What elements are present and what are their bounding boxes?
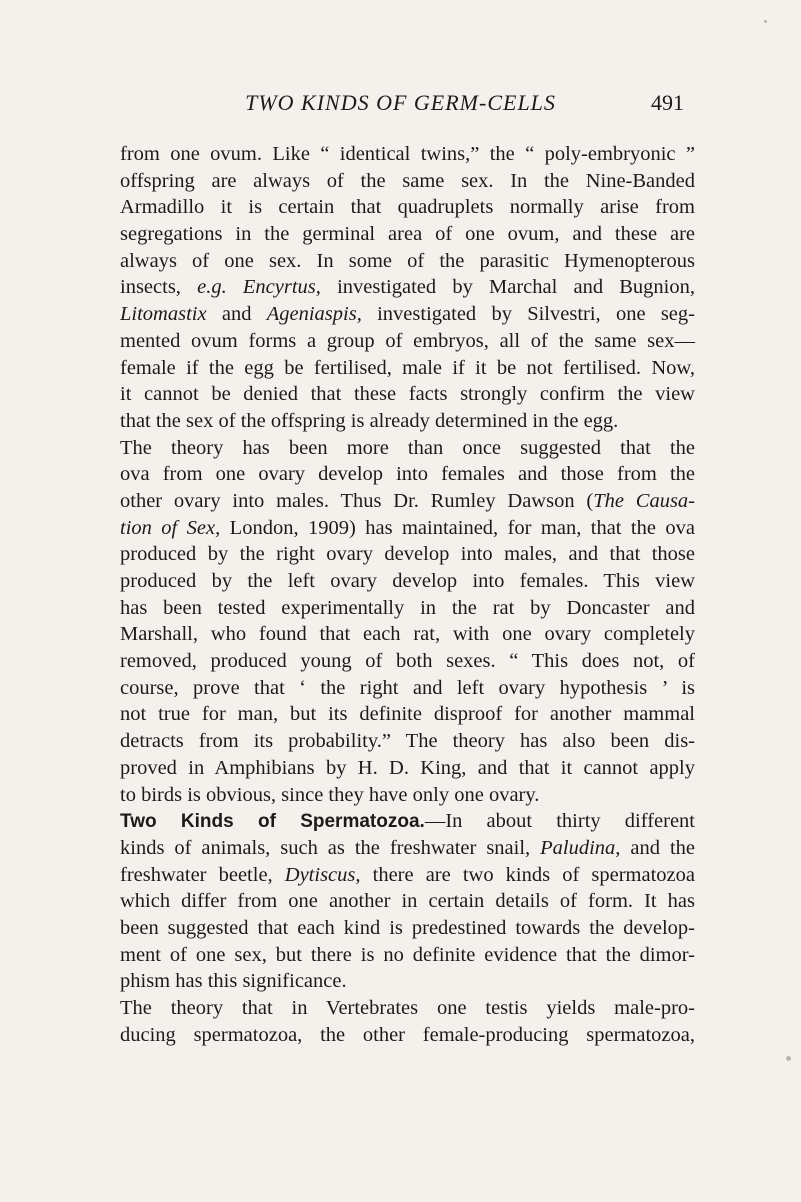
body-text: [120, 141, 695, 1048]
line-text: which differ from one another in certain details of form. It has: [120, 890, 695, 913]
section-heading-line: [120, 808, 695, 835]
text-line: [120, 381, 695, 408]
line-text: and the: [620, 836, 695, 859]
italic-genus: Ageniaspis,: [266, 303, 362, 326]
line-text: mented ovum forms a group of embryos, all of the same sex—: [120, 329, 695, 352]
line-text: from one ovum. Like “ identical twins,” the “ poly-embryonic ”: [120, 143, 695, 165]
line-text: phism has this significance.: [120, 970, 347, 993]
italic-genus: Litomastix: [120, 303, 207, 326]
line-text: offspring are always of the same sex. In the Nine-Banded: [120, 169, 695, 192]
page-number: 491: [651, 90, 684, 115]
text-line: [120, 995, 695, 1022]
text-line: [120, 915, 695, 942]
text-line: [120, 862, 695, 889]
running-head: [0, 86, 801, 120]
line-text: investigated by Marchal and Bugnion,: [320, 276, 696, 299]
line-text: and: [206, 303, 267, 326]
text-line: [120, 701, 695, 728]
paper-speck: [786, 1056, 791, 1061]
line-text: London, 1909) has maintained, for man, that the ova: [220, 516, 695, 539]
line-text: freshwater beetle,: [120, 863, 285, 886]
line-text: not true for man, but its definite disproof for another mammal: [120, 703, 695, 726]
line-text: been suggested that each kind is predestined towards the develop-: [120, 916, 695, 939]
text-line: [120, 675, 695, 702]
running-title: TWO KINDS OF GERM-CELLS: [245, 90, 556, 115]
text-line: [120, 888, 695, 915]
text-line: [120, 355, 695, 382]
text-line: [120, 541, 695, 568]
line-text: Armadillo it is certain that quadruplets normally arise from: [120, 196, 695, 219]
line-text: The theory has been more than once suggested that the: [120, 436, 695, 459]
text-line: [120, 408, 695, 435]
line-text: segregations in the germinal area of one ovum, and these are: [120, 223, 695, 246]
line-text: it cannot be denied that these facts strongly confirm the view: [120, 383, 695, 406]
line-text: [227, 276, 243, 298]
italic-book-title: The Causa-: [593, 489, 695, 512]
italic-abbreviation: e.g.: [197, 276, 227, 299]
line-text: detracts from its probability.” The theory has also been dis-: [120, 730, 695, 753]
line-text: to birds is obvious, since they have only one ovary.: [120, 783, 540, 806]
italic-genus: Encyrtus,: [242, 276, 321, 299]
line-text: ova from one ovary develop into females and those from the: [120, 463, 695, 486]
text-line: [120, 515, 695, 542]
text-line: [120, 488, 695, 515]
line-text: female if the egg be fertilised, male if it be not fertilised. Now,: [120, 356, 695, 379]
line-text: other ovary into males. Thus Dr. Rumley Dawson (: [120, 489, 594, 512]
text-line: [120, 595, 695, 622]
section-heading: Two Kinds of Spermatozoa.: [120, 811, 425, 833]
text-line: [120, 621, 695, 648]
text-line: [120, 648, 695, 675]
paper-speck: [764, 20, 767, 23]
text-line: [120, 835, 695, 862]
text-line: [120, 168, 695, 195]
line-text: produced by the right ovary develop into males, and that those: [120, 543, 695, 566]
text-line: [120, 274, 695, 301]
text-line: [120, 301, 695, 328]
line-text: Marshall, who found that each rat, with one ovary completely: [120, 623, 695, 646]
line-text: investigated by Silvestri, one seg-: [361, 303, 695, 326]
line-text: always of one sex. In some of the parasitic Hymenopterous: [120, 249, 695, 272]
italic-genus: Paludina,: [540, 836, 621, 859]
text-line: [120, 782, 695, 809]
text-line: [120, 968, 695, 995]
text-line: [120, 755, 695, 782]
line-text: —In about thirty different: [424, 810, 696, 833]
line-text: has been tested experimentally in the rat by Doncaster and: [120, 596, 695, 619]
italic-book-title: tion of Sex,: [120, 516, 221, 539]
text-line: [120, 461, 695, 488]
text-line: [120, 568, 695, 595]
text-line: [120, 328, 695, 355]
text-line: [120, 728, 695, 755]
text-line: [120, 435, 695, 462]
text-line: [120, 194, 695, 221]
text-line: [120, 221, 695, 248]
line-text: The theory that in Vertebrates one testis yields male-pro-: [120, 997, 695, 1019]
line-text: insects,: [120, 276, 198, 299]
italic-genus: Dytiscus,: [284, 863, 361, 886]
line-text: removed, produced young of both sexes. “ This does not, of: [120, 650, 695, 673]
line-text: ducing spermatozoa, the other female-producing spermatozoa,: [120, 1023, 695, 1046]
line-text: proved in Amphibians by H. D. King, and that it cannot apply: [120, 756, 695, 779]
line-text: ment of one sex, but there is no definite evidence that the dimor-: [120, 943, 695, 966]
text-line: [120, 141, 695, 168]
line-text: produced by the left ovary develop into females. This view: [120, 570, 695, 592]
text-line: [120, 248, 695, 275]
text-line: [120, 942, 695, 969]
line-text: that the sex of the offspring is already determined in the egg.: [120, 409, 619, 432]
line-text: course, prove that ‘ the right and left ovary hypothesis ’ is: [120, 676, 695, 699]
text-line: [120, 1022, 695, 1049]
line-text: there are two kinds of spermatozoa: [360, 863, 695, 886]
line-text: kinds of animals, such as the freshwater snail,: [120, 836, 541, 859]
